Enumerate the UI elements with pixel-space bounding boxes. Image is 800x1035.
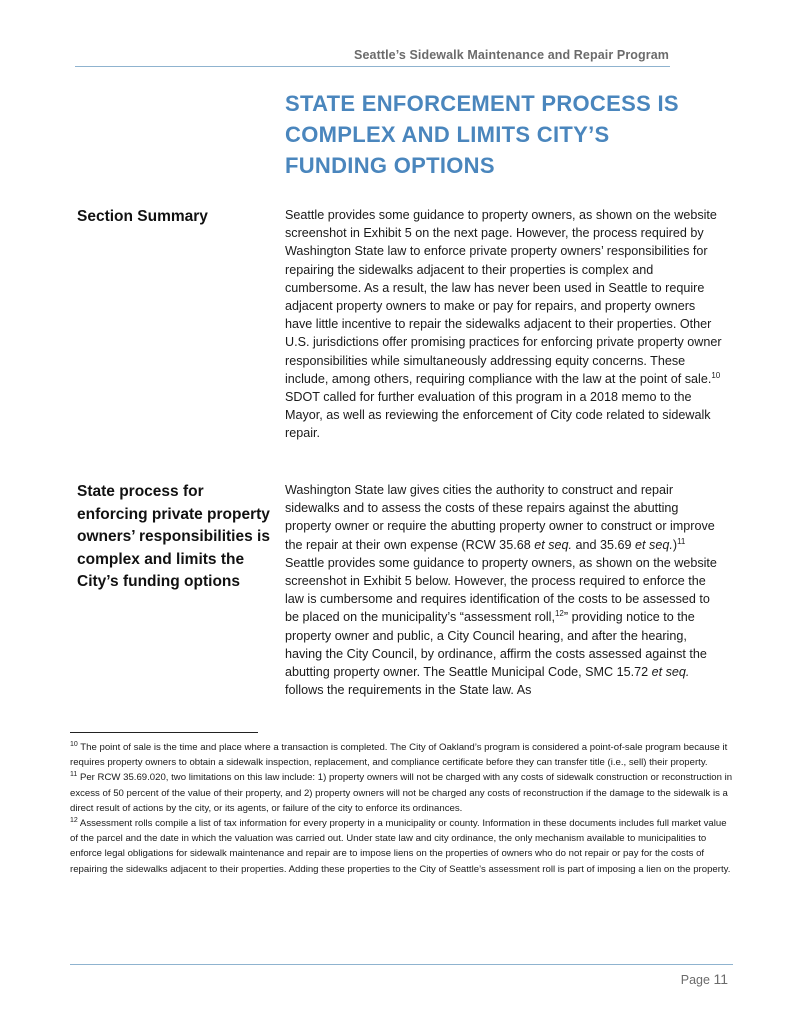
footnote-11: $^{11}$ Per RCW 35.69.020, two limitations on this law include: 1) property owners will not be charged with any costs of sidewalk construction or reconstruction in excess of 50 percent of the value of their property, and 2) property owners will not be charged any costs of reconstruction if the damage to the sidewalk is a direct result of actions by the city, or its agents, or failure of the city to enforce its ordinances. [70, 771, 733, 814]
running-header: Seattle’s Sidewalk Maintenance and Repair Program [354, 48, 669, 62]
footnote-12: $^{12}$ Assessment rolls compile a list of tax information for every property in a municipality or county. Information in these documents includes full market value of the parcel and the date in which the valuation was carried out. Under state law and city ordinance, the only mechanism available to municipalities to enforce legal obligations for sidewalk maintenance and repair are to impose liens on the properties of owners who do not repair or pay for the costs of repairing the sidewalks adjacent to their properties. Adding these properties to the City of Seattle’s assessment roll is part of imposing a lien on the property. [70, 816, 731, 875]
footer-divider [70, 964, 733, 965]
footnote-ref-10[interactable]: 10 [711, 370, 721, 380]
page-title: STATE ENFORCEMENT PROCESS IS COMPLEX AND LIMITS CITY’S FUNDING OPTIONS [285, 91, 679, 178]
header-divider [75, 66, 670, 67]
footnote-ref-11[interactable]: 11 [677, 536, 686, 546]
footnote-divider [70, 732, 258, 733]
footnotes [70, 740, 735, 877]
section-summary-paragraph: Seattle provides some guidance to property owners, as shown on the website screenshot in Exhibit 5 on the next page. However, the process required by Washington State law to enforce private property owners’ responsibilities for repairing the sidewalks adjacent to their properties is complex and cumbersome. As a result, the law has never been used in Seattle to require adjacent property owners to make or pay for repairs, and property owners have little incentive to repair the sidewalks adjacent to their properties. Other U.S. jurisdictions offer promising practices for enforcing private property owner responsibilities while simultaneously addressing equity concerns. These include, among others, requiring compliance with the law at the point of sale.$^{10}$ SDOT called for further evaluation of this program in a 2018 memo to the Mayor, as well as reviewing the enforcement of City code related to sidewalk repair. [285, 208, 722, 441]
footnote-ref-12[interactable]: 12 [554, 609, 564, 619]
footnote-10: $^{10}$ The point of sale is the time and place where a transaction is completed. The City of Oakland’s program is considered a point-of-sale program because it requires property owners to obtain a sidewalk inspection, replacement, and compliance certificate before they can transfer title (i.e., sell) their property. [70, 740, 728, 769]
state-process-paragraph: Washington State law gives cities the authority to construct and repair sidewalks and to assess the costs of these repairs against the abutting property owner or require the abutting property owner to construct or improve the repair at their own expense (RCW 35.68 et seq. and 35.69 et seq.)$^{11}$ Seattle provides some guidance to property owners, as shown on the website screenshot in Exhibit 5 below. However, the process required to enforce the law is cumbersome and requires identification of the costs to be assessed to be placed on the municipality’s “assessment roll,$^{12}$” providing notice to the property owner and public, a City Council hearing, and after the hearing, having the City Council, by ordinance, affirm the costs assessed against the abutting property owner. The Seattle Municipal Code, SMC 15.72 et seq. follows the requirements in the State law. As [285, 483, 717, 698]
state-process-label: State process for enforcing private property owners’ responsibilities is complex and limits the City’s funding options [77, 483, 270, 590]
section-summary-label: Section Summary [77, 208, 208, 225]
page-number: Page 11 [680, 971, 728, 987]
